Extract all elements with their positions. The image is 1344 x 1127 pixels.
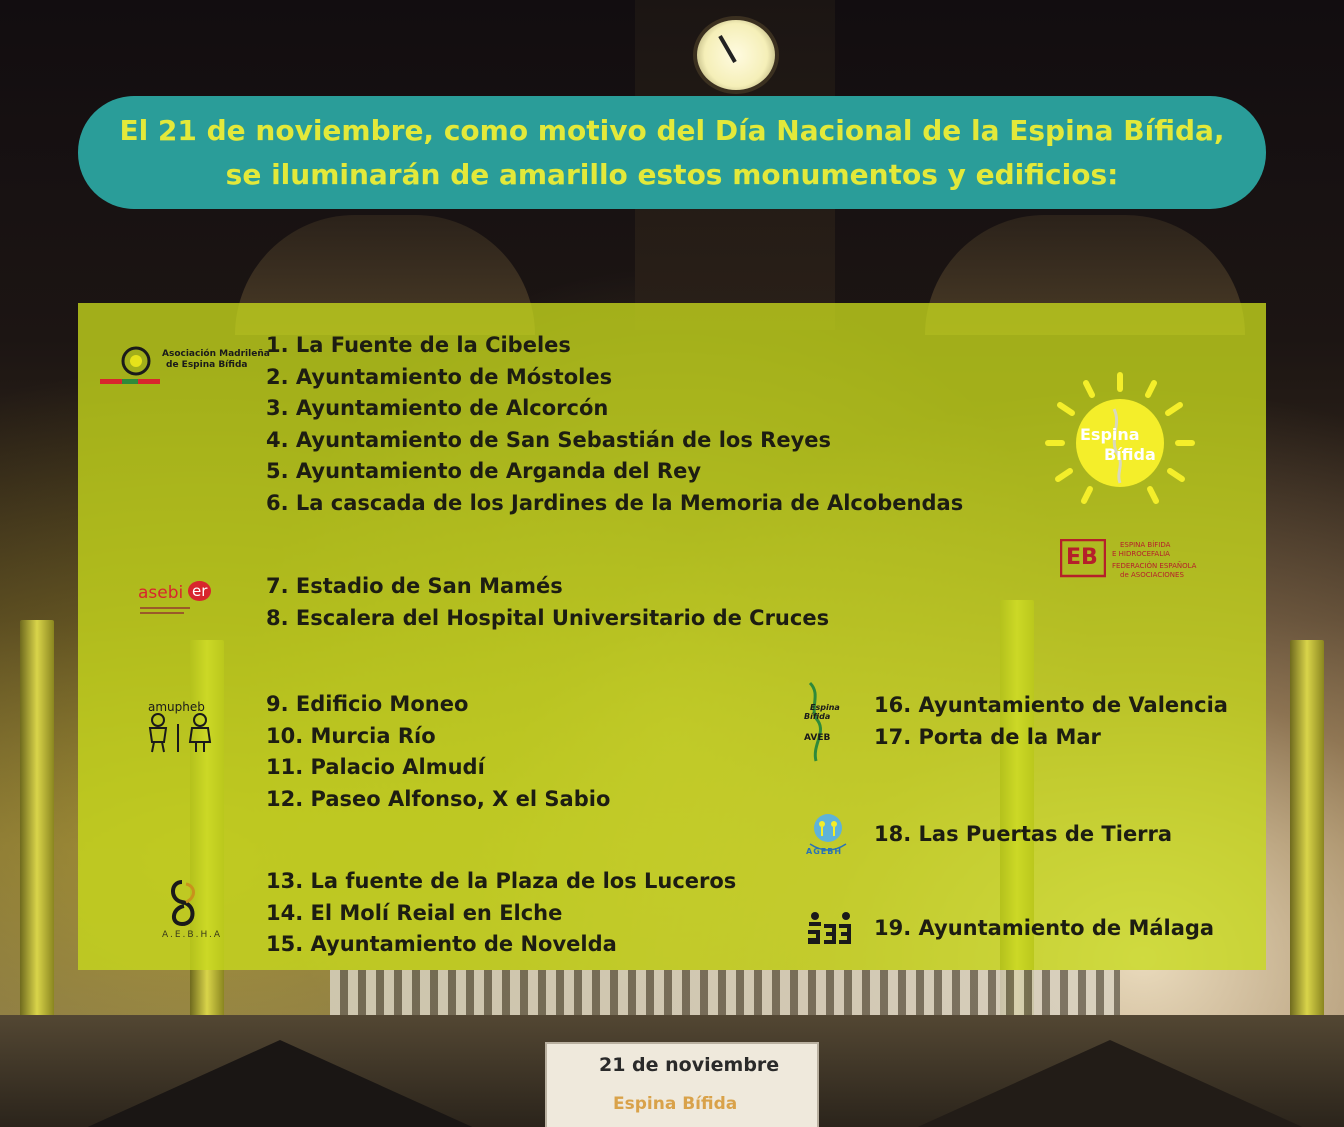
list-item: 10. Murcia Río: [266, 723, 436, 748]
logo-label: Bífida: [804, 712, 831, 721]
monuments-panel: [78, 303, 1266, 970]
tent: [900, 1040, 1320, 1127]
banner-title: 21 de noviembre: [599, 1054, 780, 1076]
balustrade: [330, 970, 1120, 1015]
list-item: 2. Ayuntamiento de Móstoles: [266, 364, 613, 389]
logo-label: ESPINA BÍFIDA: [1120, 541, 1171, 549]
group-bizkaia-list: [266, 571, 829, 634]
logo-label: Espina: [810, 703, 840, 712]
agebh-logo: [804, 810, 852, 858]
group-madrid-list: [266, 330, 963, 519]
header-line-2: se iluminarán de amarillo estos monumentos y edificios:: [225, 157, 1119, 191]
group-malaga-list: [874, 913, 1214, 945]
logo-label: de Espina Bífida: [166, 360, 248, 370]
tent: [70, 1040, 490, 1127]
logo-label: Asociación Madrileña: [162, 349, 270, 359]
list-item: 3. Ayuntamiento de Alcorcón: [266, 396, 609, 420]
logo-label: Bífida: [1104, 445, 1156, 464]
logo-label: de ASOCIACIONES: [1120, 571, 1184, 579]
list-item: 5. Ayuntamiento de Arganda del Rey: [266, 459, 702, 483]
febhi-mark: EB: [1066, 545, 1098, 570]
banner-subtitle: Espina Bífida: [613, 1094, 738, 1114]
list-item: 11. Palacio Almudí: [266, 755, 485, 779]
malaga-logo: [806, 910, 852, 946]
list-item: 15. Ayuntamiento de Novelda: [266, 932, 617, 956]
list-item: 1. La Fuente de la Cibeles: [266, 333, 571, 357]
list-item: 14. El Molí Reial en Elche: [266, 900, 563, 925]
logo-label: A.E.B.H.A: [162, 930, 223, 940]
header-line-1: El 21 de noviembre, como motivo del Día Nacional de la Espina Bífida,: [119, 113, 1225, 147]
list-item: 12. Paseo Alfonso, X el Sabio: [266, 786, 611, 811]
clock-icon: [693, 16, 779, 94]
list-item: 6. La cascada de los Jardines de la Memoria de Alcobendas: [266, 490, 964, 515]
list-item: 16. Ayuntamiento de Valencia: [874, 693, 1228, 717]
list-item: 7. Estadio de San Mamés: [266, 574, 563, 598]
logo-label: AGEBH: [806, 847, 843, 856]
list-item: 17. Porta de la Mar: [874, 724, 1101, 749]
column: [20, 620, 54, 1020]
logo-label: FEDERACIÓN ESPAÑOLA: [1112, 562, 1197, 570]
list-item: 18. Las Puertas de Tierra: [874, 822, 1173, 846]
list-item: 19. Ayuntamiento de Málaga: [874, 916, 1215, 940]
list-item: 9. Edificio Moneo: [266, 692, 469, 716]
column: [1290, 640, 1324, 1020]
list-item: 4. Ayuntamiento de San Sebastián de los Reyes: [266, 427, 832, 452]
espina-bifida-sun-logo: [1038, 369, 1202, 509]
aebha-logo: [152, 878, 224, 960]
logo-label: amupheb: [148, 700, 205, 714]
group-alicante-list: [266, 866, 736, 961]
background-banner: [545, 1042, 819, 1127]
febhi-logo: [1060, 539, 1197, 589]
logo-label: Espina: [1080, 425, 1140, 444]
logo-label: asebi: [138, 583, 184, 603]
logo-label: er: [188, 581, 211, 601]
logo-label: E HIDROCEFALIA: [1112, 550, 1170, 558]
amupheb-logo: [144, 698, 216, 753]
aveb-logo: [802, 681, 846, 763]
header-banner: [78, 96, 1266, 209]
list-item: 8. Escalera del Hospital Universitario de Cruces: [266, 605, 830, 630]
asociacion-madrilena-logo: [100, 345, 270, 393]
list-item: 13. La fuente de la Plaza de los Luceros: [266, 869, 737, 893]
group-valencia-list: [874, 690, 1228, 753]
asebier-logo: [136, 579, 218, 619]
group-cadiz-list: [874, 819, 1172, 851]
group-murcia-list: [266, 689, 610, 815]
logo-label: AVEB: [804, 733, 831, 743]
